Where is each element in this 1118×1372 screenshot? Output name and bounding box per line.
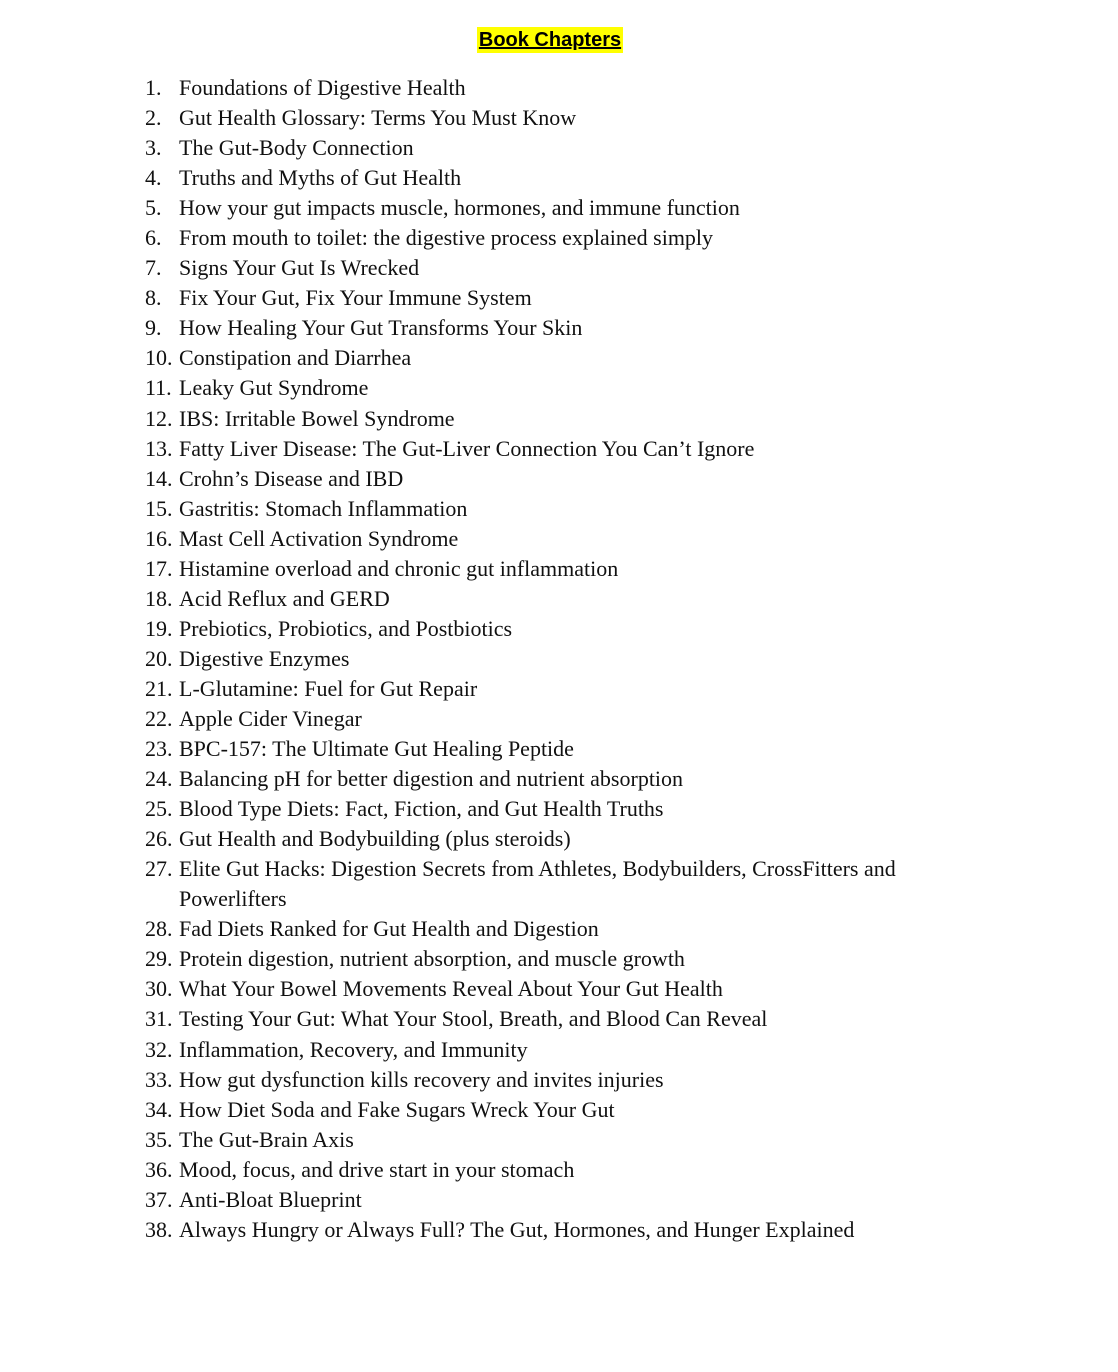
chapter-number: 28. bbox=[145, 916, 173, 942]
chapter-item bbox=[145, 1185, 945, 1215]
chapter-title: Protein digestion, nutrient absorption, and muscle growth bbox=[179, 946, 685, 972]
chapter-number: 11. bbox=[145, 375, 172, 401]
chapter-title: Truths and Myths of Gut Health bbox=[179, 165, 462, 191]
chapter-number: 15. bbox=[145, 495, 173, 521]
chapter-number: 13. bbox=[145, 435, 173, 461]
chapter-title: Fatty Liver Disease: The Gut-Liver Connection You Can’t Ignore bbox=[179, 435, 755, 461]
chapter-item bbox=[145, 163, 945, 193]
page-title: Book Chapters bbox=[478, 29, 622, 51]
chapter-item bbox=[145, 974, 945, 1004]
chapter-number: 19. bbox=[145, 615, 173, 641]
chapter-item bbox=[145, 73, 945, 103]
chapter-title: How Healing Your Gut Transforms Your Skin bbox=[179, 315, 583, 341]
chapter-number: 12. bbox=[145, 405, 173, 431]
chapter-title: BPC-157: The Ultimate Gut Healing Peptide bbox=[179, 736, 574, 762]
chapter-item bbox=[145, 313, 945, 343]
chapter-number: 36. bbox=[145, 1156, 173, 1182]
chapter-title: Signs Your Gut Is Wrecked bbox=[179, 255, 420, 281]
chapter-number: 31. bbox=[145, 1006, 173, 1032]
chapter-number: 7. bbox=[145, 255, 162, 281]
chapter-number: 18. bbox=[145, 585, 173, 611]
chapter-title: Mood, focus, and drive start in your stomach bbox=[179, 1156, 575, 1182]
chapter-title: The Gut-Brain Axis bbox=[179, 1126, 354, 1152]
chapter-number: 29. bbox=[145, 946, 173, 972]
chapter-number: 9. bbox=[145, 315, 162, 341]
chapter-item bbox=[145, 674, 945, 704]
chapter-number: 5. bbox=[145, 195, 162, 221]
chapter-item bbox=[145, 133, 945, 163]
chapter-item bbox=[145, 764, 945, 794]
chapter-title: Testing Your Gut: What Your Stool, Breath, and Blood Can Reveal bbox=[179, 1006, 768, 1032]
chapter-number: 14. bbox=[145, 465, 173, 491]
chapter-item bbox=[145, 373, 945, 403]
chapter-number: 21. bbox=[145, 675, 173, 701]
chapter-title: L-Glutamine: Fuel for Gut Repair bbox=[179, 675, 478, 701]
chapter-item bbox=[145, 343, 945, 373]
chapter-title: Prebiotics, Probiotics, and Postbiotics bbox=[179, 615, 513, 641]
chapter-title: Blood Type Diets: Fact, Fiction, and Gut Health Truths bbox=[179, 796, 664, 822]
chapter-title: Digestive Enzymes bbox=[179, 645, 350, 671]
chapter-item bbox=[145, 734, 945, 764]
chapter-title: Crohn’s Disease and IBD bbox=[179, 465, 404, 491]
chapter-number: 22. bbox=[145, 705, 173, 731]
chapter-title: Elite Gut Hacks: Digestion Secrets from Athletes, Bodybuilders, CrossFitters and Powerlifters bbox=[179, 856, 896, 912]
chapter-title: From mouth to toilet: the digestive process explained simply bbox=[179, 225, 714, 251]
chapter-number: 26. bbox=[145, 826, 173, 852]
chapter-item bbox=[145, 794, 945, 824]
chapter-item bbox=[145, 614, 945, 644]
chapter-number: 25. bbox=[145, 796, 173, 822]
chapter-item bbox=[145, 944, 945, 974]
chapter-title: What Your Bowel Movements Reveal About Your Gut Health bbox=[179, 976, 723, 1002]
chapter-item bbox=[145, 464, 945, 494]
chapter-title: Apple Cider Vinegar bbox=[179, 705, 362, 731]
chapter-title: Always Hungry or Always Full? The Gut, Hormones, and Hunger Explained bbox=[179, 1216, 855, 1242]
chapter-title: Inflammation, Recovery, and Immunity bbox=[179, 1036, 528, 1062]
chapter-number: 2. bbox=[145, 105, 162, 131]
chapter-title: Anti-Bloat Blueprint bbox=[179, 1186, 362, 1212]
chapter-title: How your gut impacts muscle, hormones, and immune function bbox=[179, 195, 740, 221]
chapter-item bbox=[145, 283, 945, 313]
chapter-item bbox=[145, 854, 945, 914]
chapter-item bbox=[145, 1004, 945, 1034]
chapter-title: IBS: Irritable Bowel Syndrome bbox=[179, 405, 455, 431]
chapter-number: 20. bbox=[145, 645, 173, 671]
chapter-item bbox=[145, 223, 945, 253]
chapter-item bbox=[145, 1125, 945, 1155]
chapter-number: 37. bbox=[145, 1186, 173, 1212]
chapter-title: Balancing pH for better digestion and nutrient absorption bbox=[179, 766, 684, 792]
chapter-number: 24. bbox=[145, 766, 173, 792]
chapter-item bbox=[145, 193, 945, 223]
chapter-title: Gastritis: Stomach Inflammation bbox=[179, 495, 468, 521]
chapter-list bbox=[145, 73, 945, 1245]
chapter-number: 17. bbox=[145, 555, 173, 581]
chapter-title: Histamine overload and chronic gut inflammation bbox=[179, 555, 619, 581]
chapter-item bbox=[145, 704, 945, 734]
chapter-title: How gut dysfunction kills recovery and invites injuries bbox=[179, 1066, 664, 1092]
chapter-number: 10. bbox=[145, 345, 173, 371]
chapter-number: 33. bbox=[145, 1066, 173, 1092]
chapter-item bbox=[145, 1095, 945, 1125]
chapter-item bbox=[145, 1155, 945, 1185]
chapter-item bbox=[145, 103, 945, 133]
chapter-number: 1. bbox=[145, 75, 162, 100]
chapter-item bbox=[145, 253, 945, 283]
chapter-number: 38. bbox=[145, 1216, 173, 1242]
chapter-item bbox=[145, 1065, 945, 1095]
chapter-item bbox=[145, 1215, 945, 1245]
chapter-item bbox=[145, 1035, 945, 1065]
chapter-title: Mast Cell Activation Syndrome bbox=[179, 525, 459, 551]
chapter-title: Acid Reflux and GERD bbox=[179, 585, 390, 611]
chapter-number: 8. bbox=[145, 285, 162, 311]
chapter-title: Gut Health Glossary: Terms You Must Know bbox=[179, 105, 577, 131]
chapter-number: 35. bbox=[145, 1126, 173, 1152]
chapter-item bbox=[145, 404, 945, 434]
chapter-item bbox=[145, 524, 945, 554]
chapter-title: Foundations of Digestive Health bbox=[179, 75, 466, 100]
chapter-number: 34. bbox=[145, 1096, 173, 1122]
chapter-number: 16. bbox=[145, 525, 173, 551]
chapter-item bbox=[145, 824, 945, 854]
chapter-title: Leaky Gut Syndrome bbox=[179, 375, 369, 401]
chapter-number: 3. bbox=[145, 135, 162, 161]
chapter-number: 6. bbox=[145, 225, 162, 251]
chapter-title: How Diet Soda and Fake Sugars Wreck Your Gut bbox=[179, 1096, 615, 1122]
chapter-title: Fix Your Gut, Fix Your Immune System bbox=[179, 285, 532, 311]
chapter-item bbox=[145, 914, 945, 944]
chapter-item bbox=[145, 554, 945, 584]
chapter-title: The Gut-Body Connection bbox=[179, 135, 414, 161]
chapter-title: Gut Health and Bodybuilding (plus steroids) bbox=[179, 826, 571, 852]
title-container bbox=[0, 27, 1100, 53]
chapter-item bbox=[145, 584, 945, 614]
chapter-number: 23. bbox=[145, 736, 173, 762]
chapter-number: 32. bbox=[145, 1036, 173, 1062]
chapter-item bbox=[145, 494, 945, 524]
chapter-item bbox=[145, 644, 945, 674]
chapter-number: 27. bbox=[145, 856, 173, 882]
chapter-number: 30. bbox=[145, 976, 173, 1002]
chapter-number: 4. bbox=[145, 165, 162, 191]
chapter-item bbox=[145, 434, 945, 464]
chapter-title: Constipation and Diarrhea bbox=[179, 345, 412, 371]
chapter-title: Fad Diets Ranked for Gut Health and Digestion bbox=[179, 916, 599, 942]
